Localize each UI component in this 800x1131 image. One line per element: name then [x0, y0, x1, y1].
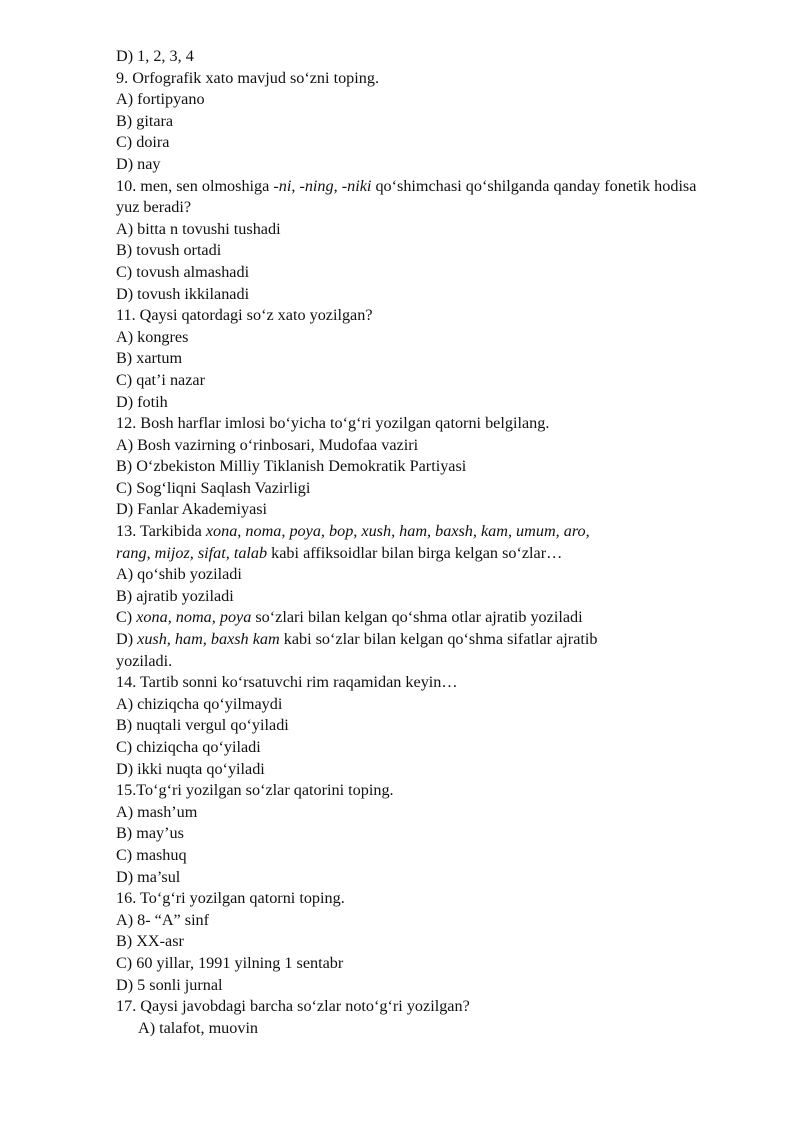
- text-line: 17. Qaysi javobdagi barcha so‘zlar noto‘g‘ri yozilgan?: [116, 997, 470, 1016]
- text-line: D) Fanlar Akademiyasi: [116, 500, 268, 519]
- text-line: A) qo‘shib yoziladi: [116, 565, 242, 584]
- text-segment: 13. Tarkibida: [116, 522, 206, 541]
- text-line: C) 60 yillar, 1991 yilning 1 sentabr: [116, 953, 344, 972]
- text-line: D) 1, 2, 3, 4: [116, 47, 194, 65]
- text-segment: D): [116, 630, 138, 649]
- text-line: B) ajratib yoziladi: [116, 586, 234, 605]
- text-line: A) mash’um: [116, 802, 198, 821]
- text-line: D) fotih: [116, 392, 168, 411]
- text-line: 9. Orfografik xato mavjud so‘zni toping.: [116, 68, 379, 87]
- text-line: A) bitta n tovushi tushadi: [116, 219, 281, 238]
- text-line: C) tovush almashadi: [116, 262, 250, 281]
- italic-text: xona, noma, poya, bop, xush, ham, baxsh, kam, umum, aro,: [205, 522, 590, 541]
- text-line: C) doira: [116, 133, 170, 152]
- text-segment: qo‘shimchasi qo‘shilganda qanday fonetik hodisa yuz beradi?: [116, 176, 697, 217]
- text-line: B) xartum: [116, 349, 183, 368]
- italic-text: -ni: [273, 176, 292, 195]
- text-line: B) XX-asr: [116, 932, 184, 951]
- italic-text: rang, mijoz, sifat, talab: [116, 543, 268, 562]
- text-line: A) fortipyano: [116, 90, 205, 109]
- text-line: D) 5 sonli jurnal: [116, 975, 223, 994]
- text-segment: C): [116, 608, 137, 627]
- text-line: A) Bosh vazirning o‘rinbosari, Mudofaa vaziri: [116, 435, 419, 454]
- text-line: B) gitara: [116, 111, 174, 130]
- text-segment: yoziladi.: [116, 651, 173, 670]
- italic-text: -niki: [341, 176, 372, 195]
- text-line: D) tovush ikkilanadi: [116, 284, 250, 303]
- text-segment: so‘zlari bilan kelgan qo‘shma otlar ajratib yoziladi: [251, 608, 583, 627]
- text-line: 14. Tartib sonni ko‘rsatuvchi rim raqamidan keyin…: [116, 673, 458, 692]
- text-line: C) mashuq: [116, 845, 187, 864]
- text-line: 15.To‘g‘ri yozilgan so‘zlar qatorini toping.: [116, 781, 394, 800]
- text-line: [116, 629, 716, 672]
- italic-text: -ning: [299, 176, 334, 195]
- text-line: 12. Bosh harflar imlosi bo‘yicha to‘g‘ri yozilgan qatorni belgilang.: [116, 414, 550, 433]
- italic-text: xona, noma, poya: [136, 608, 252, 627]
- text-line: A) talafot, muovin: [138, 1018, 259, 1037]
- text-line: C) qat’i nazar: [116, 370, 205, 389]
- text-line: B) O‘zbekiston Milliy Tiklanish Demokratik Partiyasi: [116, 457, 467, 476]
- text-line: B) nuqtali vergul qo‘yiladi: [116, 716, 289, 735]
- text-line: A) chiziqcha qo‘yilmaydi: [116, 694, 283, 713]
- text-line: D) ikki nuqta qo‘yiladi: [116, 759, 265, 778]
- text-line: [116, 176, 716, 219]
- text-line: D) nay: [116, 154, 161, 173]
- text-line: B) may’us: [116, 824, 184, 843]
- text-segment: kabi so‘zlar bilan kelgan qo‘shma sifatlar ajratib: [279, 630, 598, 649]
- document-page: [116, 46, 716, 1039]
- text-line: A) 8- “A” sinf: [116, 910, 210, 929]
- text-segment: kabi affiksoidlar bilan birga kelgan so‘zlar…: [267, 543, 563, 562]
- text-line: 11. Qaysi qatordagi so‘z xato yozilgan?: [116, 306, 373, 325]
- text-segment: 10. men, sen olmoshiga: [116, 176, 274, 195]
- text-line: B) tovush ortadi: [116, 241, 222, 260]
- text-line: [116, 607, 716, 629]
- text-line: A) kongres: [116, 327, 189, 346]
- text-line: 16. To‘g‘ri yozilgan qatorni toping.: [116, 889, 345, 908]
- text-line: D) ma’sul: [116, 867, 181, 886]
- text-line: [116, 521, 716, 564]
- text-segment: ,: [291, 176, 300, 195]
- text-line: C) chiziqcha qo‘yiladi: [116, 738, 261, 756]
- text-segment: ,: [333, 176, 342, 195]
- text-line: C) Sog‘liqni Saqlash Vazirligi: [116, 478, 311, 497]
- italic-text: xush, ham, baxsh kam: [137, 630, 280, 649]
